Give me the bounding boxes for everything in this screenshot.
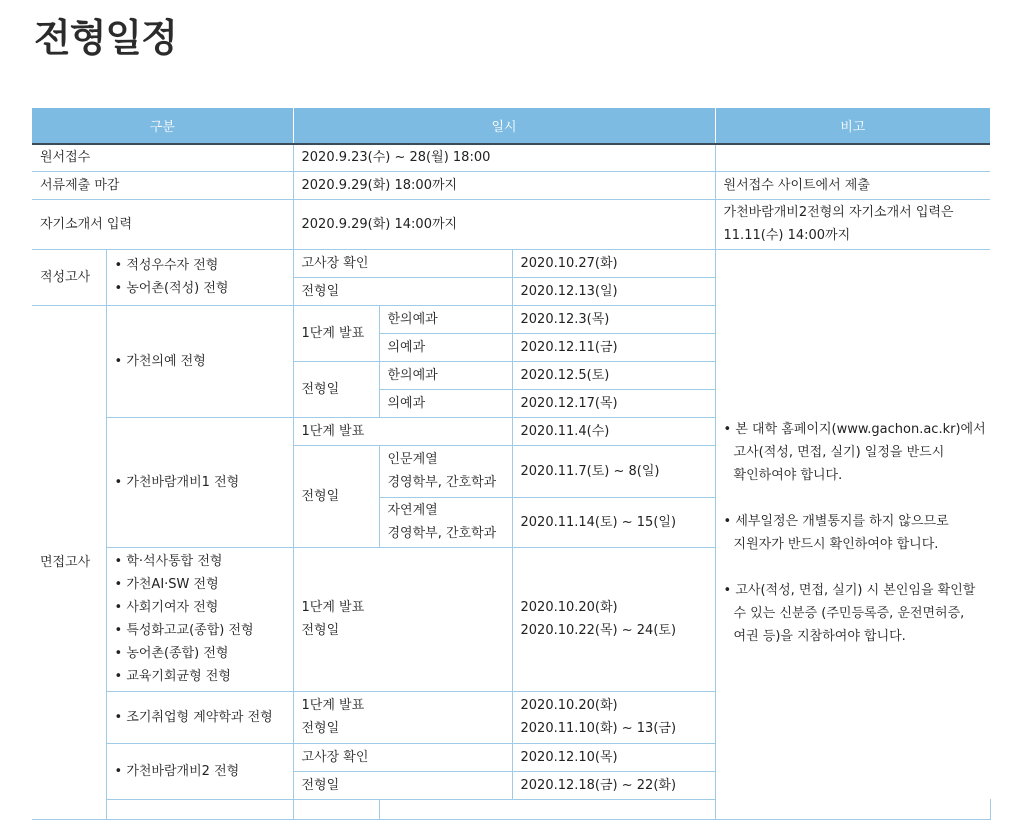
remark-line: 11.11(수) 14:00까지	[723, 228, 851, 243]
step-label: 전형일	[293, 445, 379, 547]
remark-line: 가천바람개비2전형의 자기소개서 입력은	[723, 205, 954, 220]
note-line: 수 있는 신분증 (주민등록증, 운전면허증,	[733, 606, 965, 621]
track-cell	[106, 417, 293, 547]
step-label	[293, 547, 512, 691]
aptitude-tracks	[106, 249, 293, 305]
row-datetime: 2020.9.29(화) 14:00까지	[293, 199, 715, 249]
dept-label	[379, 445, 512, 497]
header-row	[32, 108, 990, 144]
date-line: 2020.10.20(화)	[520, 600, 618, 615]
header-remarks: 비고	[715, 108, 990, 144]
date-line: 2020.10.22(목) ~ 24(토)	[520, 623, 677, 638]
note-line: • 고사(적성, 면접, 실기) 시 본인임을 확인할	[724, 583, 976, 598]
track-item: • 가천바람개비2 전형	[115, 764, 240, 779]
table-row	[32, 171, 990, 199]
dept-line: 자연계열	[387, 503, 438, 518]
row-label: 서류제출 마감	[32, 171, 293, 199]
header-category: 구분	[32, 108, 293, 144]
track-item: • 농어촌(종합) 전형	[115, 642, 285, 665]
date-line: 2020.11.10(화) ~ 13(금)	[520, 721, 677, 736]
step-label: 전형일	[293, 361, 379, 417]
dept-line: 인문계열	[387, 452, 438, 467]
track-cell	[106, 691, 293, 743]
step-label: 고사장 확인	[293, 249, 512, 277]
note-item	[724, 510, 982, 556]
note-line: 고사(적성, 면접, 실기) 일정을 반드시	[733, 445, 945, 460]
category-aptitude: 적성고사	[32, 249, 106, 305]
note-item	[724, 579, 982, 648]
note-line: 지원자가 반드시 확인하여야 합니다.	[733, 537, 939, 552]
step-date	[512, 691, 715, 743]
track-item: • 교육기회균형 전형	[115, 665, 285, 688]
step-date: 2020.12.3(목)	[512, 305, 715, 333]
track-item: • 학·석사통합 전형	[115, 550, 285, 573]
dept-label: 한의예과	[379, 361, 512, 389]
dept-label: 의예과	[379, 333, 512, 361]
track-item: • 특성화고교(종합) 전형	[115, 619, 285, 642]
schedule-table	[32, 108, 990, 820]
dept-label: 한의예과	[379, 305, 512, 333]
track-item: • 가천바람개비1 전형	[115, 475, 240, 490]
row-datetime: 2020.9.23(수) ~ 28(월) 18:00	[293, 144, 715, 171]
track-cell	[106, 743, 293, 799]
table-row	[32, 144, 990, 171]
row-label: 자기소개서 입력	[32, 199, 293, 249]
notes-cell	[715, 249, 990, 819]
page-title: 전형일정	[34, 16, 177, 60]
note-line: 여권 등)을 지참하여야 합니다.	[733, 629, 906, 644]
step-date: 2020.11.7(토) ~ 8(일)	[512, 445, 715, 497]
track-item: • 가천의예 전형	[115, 354, 206, 369]
step-date: 2020.12.10(목)	[512, 743, 715, 771]
row-remark	[715, 199, 990, 249]
note-line: • 세부일정은 개별통지를 하지 않으므로	[724, 514, 949, 529]
dept-line: 경영학부, 간호학과	[387, 526, 497, 541]
step-date	[512, 547, 715, 691]
track-item: • 농어촌(적성) 전형	[115, 277, 285, 300]
step-label: 1단계 발표	[293, 417, 512, 445]
row-label: 원서접수	[32, 144, 293, 171]
track-cell	[106, 305, 293, 417]
note-line: 확인하여야 합니다.	[733, 468, 843, 483]
header-datetime: 일시	[293, 108, 715, 144]
step-date: 2020.11.14(토) ~ 15(일)	[512, 497, 715, 547]
step-date: 2020.12.11(금)	[512, 333, 715, 361]
track-item: • 사회기여자 전형	[115, 596, 285, 619]
track-cell	[106, 547, 293, 691]
step-line: 전형일	[301, 721, 340, 736]
step-line: 1단계 발표	[301, 600, 365, 615]
dept-line: 경영학부, 간호학과	[387, 475, 497, 490]
row-datetime: 2020.9.29(화) 18:00까지	[293, 171, 715, 199]
note-item	[724, 418, 986, 487]
track-item: • 적성우수자 전형	[115, 254, 285, 277]
dept-label	[379, 497, 512, 547]
step-date: 2020.12.18(금) ~ 22(화)	[512, 771, 715, 799]
table-row	[32, 199, 990, 249]
step-line: 전형일	[301, 623, 340, 638]
step-date: 2020.10.27(화)	[512, 249, 715, 277]
step-date: 2020.12.5(토)	[512, 361, 715, 389]
track-item: • 가천AI·SW 전형	[115, 573, 285, 596]
step-label	[293, 691, 512, 743]
step-line: 1단계 발표	[301, 698, 365, 713]
note-line: • 본 대학 홈페이지(www.gachon.ac.kr)에서	[724, 422, 986, 437]
step-label: 1단계 발표	[293, 305, 379, 361]
step-date: 2020.11.4(수)	[512, 417, 715, 445]
table-row	[32, 249, 990, 277]
row-remark: 원서접수 사이트에서 제출	[715, 171, 990, 199]
track-item: • 조기취업형 계약학과 전형	[115, 710, 273, 725]
step-label: 고사장 확인	[293, 743, 512, 771]
step-label: 전형일	[293, 771, 512, 799]
date-line: 2020.10.20(화)	[520, 698, 618, 713]
step-label: 전형일	[293, 277, 512, 305]
category-interview: 면접고사	[32, 305, 106, 819]
dept-label: 의예과	[379, 389, 512, 417]
row-remark	[715, 144, 990, 171]
step-date: 2020.12.13(일)	[512, 277, 715, 305]
step-date: 2020.12.17(목)	[512, 389, 715, 417]
